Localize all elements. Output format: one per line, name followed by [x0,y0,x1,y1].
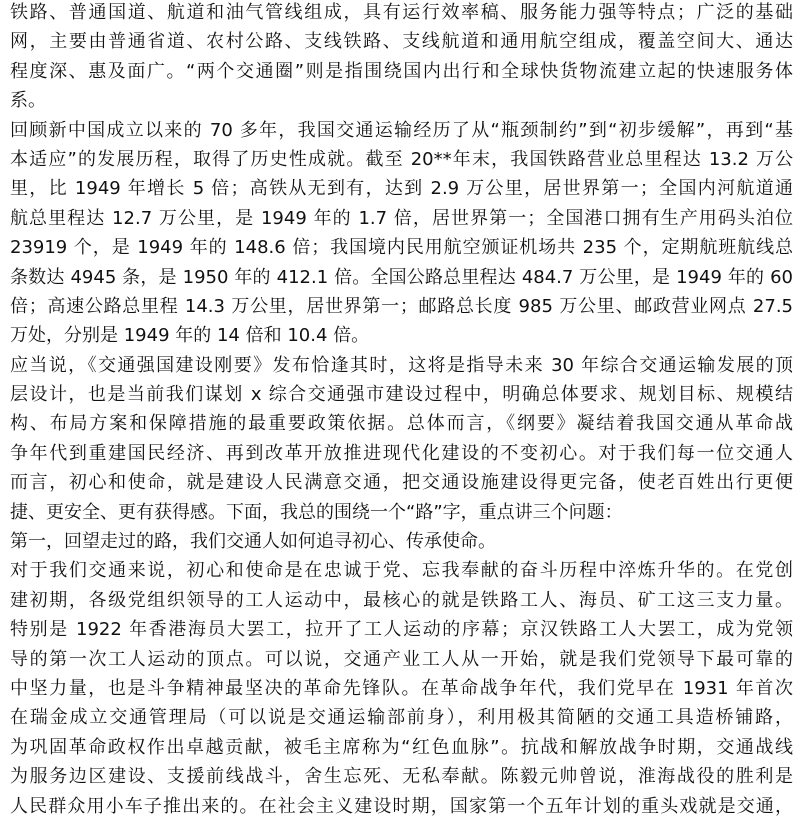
text-line: 层设计，也是当前我们谋划 x 综合交通强市建设过程中，明确总体要求、规划目标、规模结 [10,384,793,406]
text-line: 建初期，各级党组织领导的工人运动中，最核心的就是铁路工人、海员、矿工这三支力量。 [10,589,793,611]
text-line: 为服务边区建设、支援前线战斗，舍生忘死、无私奉献。陈毅元帅曾说，淮海战役的胜利是 [10,766,793,788]
document-body [10,0,793,821]
text-line: 争年代到重建国民经济、再到改革开放推进现代化建设的不变初心。对于我们每一位交通人 [10,442,793,464]
text-line: 铁路、普通国道、航道和油气管线组成，具有运行效率稿、服务能力强等特点；广泛的基础 [10,2,793,23]
text-line: 系。 [10,90,46,112]
text-line: 构、布局方案和保障措施的最重要政策依据。总体而言，《纲要》凝结着我国交通从革命战 [10,413,793,435]
text-line: 中坚力量，也是斗争精神最坚决的革命先锋队。在革命战争年代，我们党早在 1931 年首次 [10,677,793,699]
paragraph [10,116,793,351]
text-line: 应当说，《交通强国建设刚要》发布恰逢其时，这将是指导未来 30 年综合交通运输发展的顶 [10,354,793,376]
text-line: 条数达 4945 条，是 1950 年的 412.1 倍。全国公路总里程达 484.7 万公里，是 1949 年的 60 [10,266,793,288]
text-line: 万处，分别是 1949 年的 14 倍和 10.4 倍。 [10,325,370,347]
paragraph [10,351,793,527]
text-line: 特别是 1922 年香港海员大罢工，拉开了工人运动的序幕；京汉铁路工人大罢工，成为党领 [10,619,793,641]
text-line: 里，比 1949 年增长 5 倍；高铁从无到有，达到 2.9 万公里，居世界第一；全国内河航道通 [10,178,793,200]
text-line: 网，主要由普通省道、农村公路、支线铁路、支线航道和通用航空组成，覆盖空间大、通达 [10,31,793,53]
text-line: 捷、更安全、更有获得感。下面，我总的围绕一个“路”字，重点讲三个问题： [10,501,623,523]
text-line: 在瑞金成立交通管理局（可以说是交通运输部前身），利用极其简陋的交通工具造桥铺路， [10,707,793,729]
heading-line: 第一，回望走过的路，我们交通人如何追寻初心、传承使命。 [10,531,496,553]
text-line: 人民群众用小车子推出来的。在社会主义建设时期，国家第一个五年计划的重头戏就是交通， [10,795,793,817]
text-line: 为巩固革命政权作出卓越贡献，被毛主席称为“红色血脉”。抗战和解放战争时期，交通战线 [10,736,793,758]
text-line: 23919 个，是 1949 年的 148.6 倍；我国境内民用航空颁证机场共 235 个，定期航班航线总 [10,237,793,259]
text-line: 回顾新中国成立以来的 70 多年，我国交通运输经历了从“瓶颈制约”到“初步缓解”，再到“基 [10,119,793,141]
text-line: 倍；高速公路总里程 14.3 万公里，居世界第一；邮路总长度 985 万公里、邮政营业网点 27.5 [10,295,793,317]
text-line: 导的第一次工人运动的顶点。可以说，交通产业工人从一开始，就是我们党领导下最可靠的 [10,648,793,670]
paragraph [10,556,793,821]
text-line: 程度深、惠及面广。“两个交通圈”则是指围绕国内出行和全球快货物流建立起的快速服务体 [10,60,793,82]
text-line: 航总里程达 12.7 万公里，是 1949 年的 1.7 倍，居世界第一；全国港口拥有生产用码头泊位 [10,207,793,229]
text-line: 而言，初心和使命，就是建设人民满意交通，把交通设施建设得更完备，使老百姓出行更便 [10,472,793,494]
text-line: 本适应”的发展历程，取得了历史性成就。截至 20**年末，我国铁路营业总里程达 13.2 万公 [10,148,793,170]
section-heading [10,527,793,556]
text-line: 对于我们交通来说，初心和使命是在忠诚于党、忘我奉献的奋斗历程中淬炼升华的。在党创 [10,560,793,582]
paragraph [10,0,793,116]
